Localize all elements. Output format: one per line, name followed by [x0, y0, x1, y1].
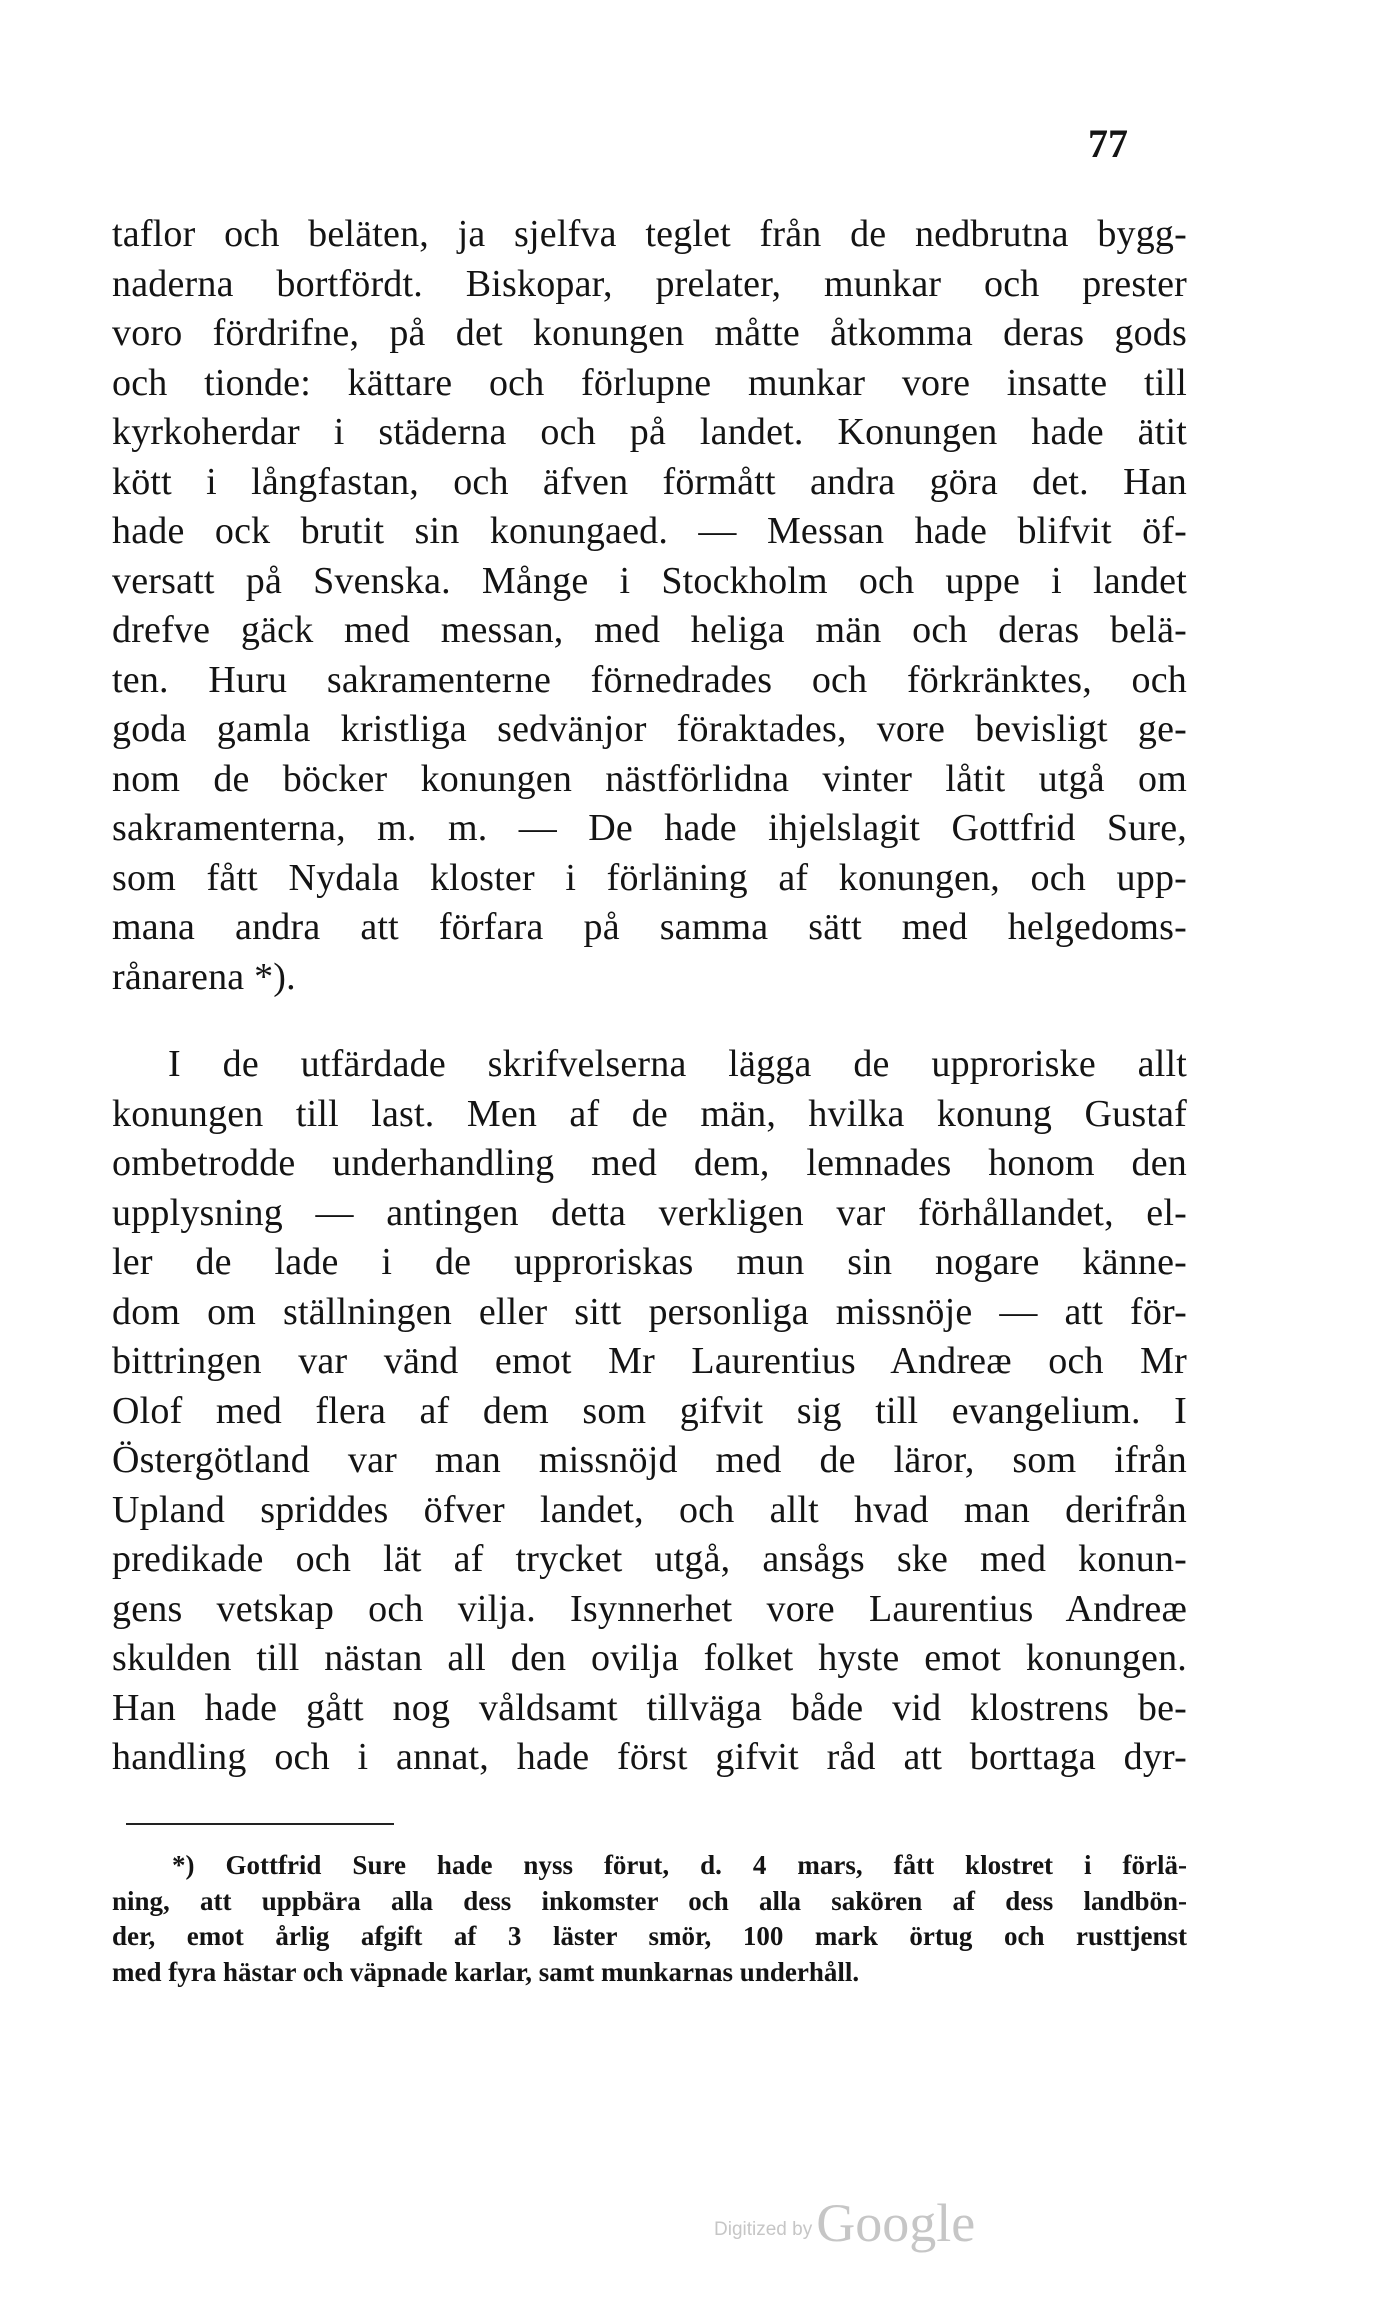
text-line: sakramenterna, m. m. — De hade ihjelslagit Gottfrid Sure, [112, 807, 1187, 849]
footnote [112, 1848, 1187, 1990]
text-line: naderna bortfördt. Biskopar, prelater, munkar och prester [112, 262, 1187, 305]
watermark-prefix: Digitized by [714, 2219, 813, 2240]
text-line: upplysning — antingen detta verkligen var förhållandet, el- [112, 1191, 1187, 1234]
text-line: Olof med flera af dem som gifvit sig till evangelium. I [112, 1389, 1187, 1432]
text-line: handling och i annat, hade först gifvit råd att borttaga dyr- [112, 1736, 1187, 1778]
text-line: drefve gäck med messan, med heliga män och deras belä- [112, 609, 1187, 651]
text-line: konungen till last. Men af de män, hvilka konung Gustaf [112, 1092, 1187, 1135]
text-line: nom de böcker konungen nästförlidna vinter låtit utgå om [112, 757, 1187, 800]
text-line: ler de lade i de upproriskas mun sin nogare känne- [112, 1241, 1187, 1283]
digitized-watermark [714, 2192, 975, 2254]
text-line: ombetrodde underhandling med dem, lemnades honom den [112, 1142, 1187, 1184]
text-line: goda gamla kristliga sedvänjor föraktades, vore bevisligt ge- [112, 708, 1187, 750]
footnote-line: ning, att uppbära alla dess inkomster och alla sakören af dess landbön- [112, 1885, 1187, 1916]
text-line: Han hade gått nog våldsamt tillväga både vid klostrens be- [112, 1686, 1187, 1729]
text-line: predikade och lät af trycket utgå, ansågs ske med konun- [112, 1538, 1187, 1580]
text-line: taflor och beläten, ja sjelfva teglet från de nedbrutna bygg- [112, 213, 1187, 255]
text-line: versatt på Svenska. Månge i Stockholm och uppe i landet [112, 559, 1187, 602]
text-line: ten. Huru sakramenterne förnedrades och förkränktes, och [112, 658, 1187, 701]
text-line: gens vetskap och vilja. Isynnerhet vore Laurentius Andreæ [112, 1587, 1187, 1630]
text-line: hade ock brutit sin konungaed. — Messan hade blifvit öf- [112, 510, 1187, 552]
text-line: skulden till nästan all den ovilja folket hyste emot konungen. [112, 1637, 1187, 1679]
text-line: som fått Nydala kloster i förläning af konungen, och upp- [112, 856, 1187, 899]
text-line: voro fördrifne, på det konungen måtte åtkomma deras gods [112, 312, 1187, 354]
page-number: 77 [1088, 121, 1128, 166]
text-line: Östergötland var man missnöjd med de läror, som ifrån [112, 1439, 1187, 1481]
text-line: I de utfärdade skrifvelserna lägga de upproriske allt [168, 1043, 1187, 1085]
text-line: kött i långfastan, och äfven förmått andra göra det. Han [112, 460, 1187, 503]
footnote-line: der, emot årlig afgift af 3 läster smör, 100 mark örtug och rusttjenst [112, 1921, 1187, 1951]
text-line: Upland spriddes öfver landet, och allt hvad man derifrån [112, 1488, 1187, 1531]
text-line: rånarena *). [112, 955, 296, 998]
text-line: dom om ställningen eller sitt personliga missnöje — att för- [112, 1290, 1187, 1333]
text-line: mana andra att förfara på samma sätt med helgedoms- [112, 906, 1187, 948]
paragraph-2 [112, 1040, 1187, 1783]
footnote-divider [126, 1823, 394, 1825]
text-line: bittringen var vänd emot Mr Laurentius Andreæ och Mr [112, 1340, 1187, 1382]
google-logo: Google [816, 2193, 976, 2253]
paragraph-1 [112, 210, 1187, 1002]
footnote-line: med fyra hästar och väpnade karlar, samt munkarnas underhåll. [112, 1956, 860, 1987]
text-line: och tionde: kättare och förlupne munkar vore insatte till [112, 361, 1187, 404]
text-line: kyrkoherdar i städerna och på landet. Konungen hade ätit [112, 411, 1187, 453]
footnote-line: *) Gottfrid Sure hade nyss förut, d. 4 mars, fått klostret i förlä- [172, 1850, 1187, 1880]
